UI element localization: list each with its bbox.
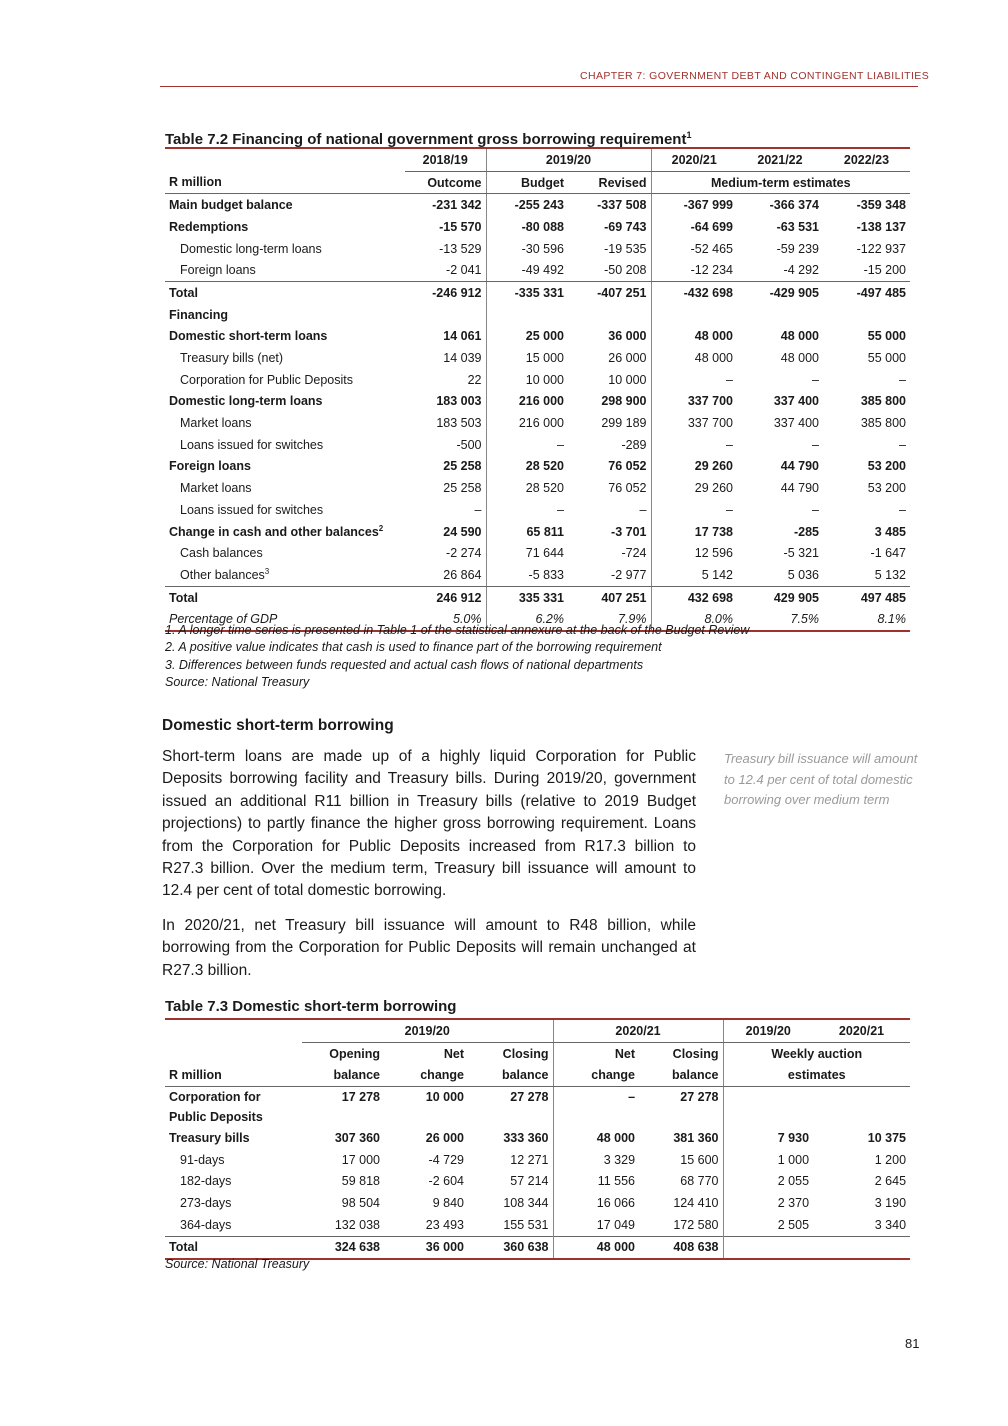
cell-value: 55 000 bbox=[867, 351, 906, 366]
cell-value: -407 251 bbox=[568, 282, 651, 304]
cell-value: 24 590 bbox=[443, 524, 482, 539]
row-label-text: Domestic short-term loans bbox=[169, 329, 328, 344]
closing-head-1: Closing bbox=[502, 1046, 549, 1061]
cell-value: -289 bbox=[621, 437, 647, 452]
cell-value: -30 596 bbox=[486, 238, 568, 260]
cell-value: -497 485 bbox=[823, 282, 910, 304]
opening-head-1: Opening bbox=[329, 1046, 380, 1061]
row-label bbox=[165, 216, 405, 238]
cell-value: -63 531 bbox=[776, 219, 819, 234]
paragraph-2: In 2020/21, net Treasury bill issuance will amount to R48 billion, while borrowing from the Corporation for Public Deposits will remain unchanged at R27.3 billion. bbox=[162, 917, 696, 979]
group-2020-21: 2020/21 bbox=[553, 1019, 723, 1042]
closing2-head-2: balance bbox=[639, 1064, 723, 1086]
row-label-text: Market loans bbox=[180, 416, 252, 431]
table-row bbox=[165, 521, 910, 543]
net-head-1: Net bbox=[443, 1046, 464, 1061]
cell-value: -80 088 bbox=[486, 216, 568, 238]
group-weekly-2019-20: 2019/20 bbox=[723, 1019, 813, 1042]
cell-value: 299 189 bbox=[601, 416, 647, 431]
cell-value: 48 000 bbox=[651, 326, 737, 348]
table-7-3 bbox=[165, 1018, 910, 1260]
row-label: 273-days bbox=[180, 1195, 232, 1210]
row-label bbox=[165, 477, 405, 499]
cell-value: – bbox=[553, 1087, 639, 1128]
cell-value: 246 912 bbox=[405, 586, 486, 608]
weekly-head-1: Weekly auction bbox=[723, 1042, 910, 1064]
cell-value: -52 465 bbox=[651, 238, 737, 260]
cell-value: 385 800 bbox=[860, 416, 906, 431]
cell-value: 12 596 bbox=[651, 542, 737, 564]
cell-value: 44 790 bbox=[780, 481, 819, 496]
cell-value: -15 570 bbox=[439, 219, 482, 234]
unit-label: R million bbox=[165, 171, 405, 194]
year-col-4: 2021/22 bbox=[737, 148, 823, 171]
cell-value: – bbox=[899, 437, 906, 452]
row-label bbox=[165, 499, 405, 521]
cell-value: -359 348 bbox=[856, 198, 906, 213]
row-label-text: Loans issued for switches bbox=[180, 502, 324, 517]
row-label bbox=[165, 238, 405, 260]
cell-value: 3 190 bbox=[874, 1195, 907, 1210]
cell-value: 25 258 bbox=[443, 459, 482, 474]
cell-value: -337 508 bbox=[597, 198, 647, 213]
cell-value: -335 331 bbox=[486, 282, 568, 304]
row-label-text: Domestic long-term loans bbox=[180, 241, 322, 256]
cell-value: -49 492 bbox=[486, 259, 568, 281]
cell-value: 27 278 bbox=[680, 1090, 719, 1105]
cell-value: 17 000 bbox=[341, 1152, 380, 1167]
row-label bbox=[165, 282, 405, 304]
table-7-2-notes bbox=[165, 622, 749, 691]
cell-value: -285 bbox=[793, 524, 819, 539]
table-row bbox=[165, 499, 910, 521]
row-label bbox=[165, 456, 405, 478]
cell-value: -15 200 bbox=[823, 259, 910, 281]
cell-value: 48 000 bbox=[651, 347, 737, 369]
cell-value: 14 061 bbox=[443, 329, 482, 344]
cell-value: 98 504 bbox=[341, 1195, 380, 1210]
row-label bbox=[165, 542, 405, 564]
cell-value: 16 066 bbox=[553, 1192, 639, 1214]
row-label-text: Market loans bbox=[180, 481, 252, 496]
cell-value: 8.0% bbox=[651, 608, 737, 631]
row-label bbox=[165, 412, 405, 434]
cell-value: 5.0% bbox=[405, 608, 486, 631]
year-col-2: 2019/20 bbox=[486, 148, 651, 171]
row-label-text: Redemptions bbox=[169, 219, 249, 234]
cell-value: -724 bbox=[621, 546, 647, 561]
cell-value: -367 999 bbox=[651, 194, 737, 216]
row-label-text: Total bbox=[169, 590, 198, 605]
cell-value: 48 000 bbox=[780, 329, 819, 344]
cell-value: – bbox=[651, 434, 737, 456]
cell-value: 3 485 bbox=[874, 524, 906, 539]
header-rule bbox=[160, 86, 918, 87]
cell-value: 1 000 bbox=[723, 1149, 813, 1171]
table-row bbox=[165, 238, 910, 260]
section-heading: Domestic short-term borrowing bbox=[162, 717, 394, 734]
cell-value: 216 000 bbox=[486, 391, 568, 413]
cell-value: 6.2% bbox=[486, 608, 568, 631]
row-label bbox=[165, 194, 405, 216]
cell-value: 2 055 bbox=[723, 1170, 813, 1192]
cell-value: 324 638 bbox=[302, 1236, 384, 1259]
table-7-2-title-footnote: 1 bbox=[686, 130, 692, 140]
row-label bbox=[165, 434, 405, 456]
cell-value: 183 003 bbox=[436, 394, 482, 409]
table-7-2-title bbox=[165, 130, 691, 148]
budget-label: Budget bbox=[486, 171, 568, 194]
cell-value: 183 503 bbox=[436, 416, 482, 431]
cell-value: 17 278 bbox=[341, 1090, 380, 1105]
table-row bbox=[165, 1127, 910, 1149]
cell-value: -2 604 bbox=[428, 1174, 464, 1189]
year-col-5: 2022/23 bbox=[823, 148, 910, 171]
table-row bbox=[165, 1192, 910, 1214]
row-label-text: Change in cash and other balances bbox=[169, 525, 379, 540]
cell-value: 360 638 bbox=[468, 1236, 553, 1259]
table-7-2-title-text: Table 7.2 Financing of national government gross borrowing requirement bbox=[165, 131, 687, 148]
cell-value: 408 638 bbox=[639, 1236, 723, 1259]
row-label: 91-days bbox=[180, 1152, 225, 1167]
cell-value bbox=[723, 1087, 813, 1128]
cell-value: 15 000 bbox=[486, 347, 568, 369]
table-row bbox=[165, 586, 910, 608]
table-7-3-body bbox=[165, 1087, 910, 1260]
cell-value: 59 818 bbox=[341, 1174, 380, 1189]
table-7-2-year-row bbox=[165, 148, 910, 171]
cell-value: 36 000 bbox=[608, 329, 647, 344]
margin-note: Treasury bill issuance will amount to 12.4 per cent of total domestic borrowing over medium term bbox=[724, 751, 918, 807]
cell-value bbox=[813, 1236, 910, 1259]
cell-value: 2 645 bbox=[874, 1174, 907, 1189]
note-source: Source: National Treasury bbox=[165, 674, 310, 689]
cell-value: 337 700 bbox=[651, 391, 737, 413]
cell-value: 15 600 bbox=[680, 1152, 719, 1167]
table-row bbox=[165, 1214, 910, 1236]
cell-value: 7.5% bbox=[737, 608, 823, 631]
cell-value: -231 342 bbox=[432, 198, 482, 213]
cell-value: 71 644 bbox=[486, 542, 568, 564]
row-label: Total bbox=[165, 1236, 302, 1259]
cell-value: 26 000 bbox=[425, 1130, 464, 1145]
cell-value: -3 701 bbox=[611, 524, 647, 539]
cell-value: – bbox=[486, 434, 568, 456]
row-label: 364-days bbox=[180, 1217, 232, 1232]
group-2019-20: 2019/20 bbox=[302, 1019, 553, 1042]
table-7-3-head-row-2 bbox=[165, 1064, 910, 1086]
weekly-head-2: estimates bbox=[723, 1064, 910, 1086]
row-label bbox=[165, 586, 405, 608]
mtef-label: Medium-term estimates bbox=[651, 171, 910, 194]
cell-value: 14 039 bbox=[443, 351, 482, 366]
cell-value: 36 000 bbox=[384, 1236, 468, 1259]
cell-value: 17 738 bbox=[651, 521, 737, 543]
cell-value: 10 000 bbox=[425, 1090, 464, 1105]
table-row bbox=[165, 1170, 910, 1192]
cell-value: 26 000 bbox=[608, 351, 647, 366]
net2-head-2: change bbox=[553, 1064, 639, 1086]
cell-value: 9 840 bbox=[432, 1195, 464, 1210]
cell-value: 10 000 bbox=[608, 372, 647, 387]
row-label-text: Corporation for Public Deposits bbox=[180, 372, 353, 387]
cell-value: -255 243 bbox=[486, 194, 568, 216]
cell-value: – bbox=[639, 502, 647, 517]
cell-value: 48 000 bbox=[553, 1127, 639, 1149]
cell-value: -2 274 bbox=[446, 546, 482, 561]
cell-value: 55 000 bbox=[867, 329, 906, 344]
row-label bbox=[165, 347, 405, 369]
chapter-header: CHAPTER 7: GOVERNMENT DEBT AND CONTINGENT LIABILITIES bbox=[580, 70, 930, 82]
cell-value: 108 344 bbox=[503, 1195, 549, 1210]
cell-value: 25 258 bbox=[443, 481, 482, 496]
cell-value: – bbox=[651, 369, 737, 391]
cell-value: 76 052 bbox=[608, 459, 647, 474]
note-2: 2. A positive value indicates that cash is used to finance part of the borrowing requirement bbox=[165, 640, 662, 655]
cell-value: -1 647 bbox=[870, 546, 906, 561]
table-7-2-body bbox=[165, 194, 910, 631]
row-label-line-2: Public Deposits bbox=[169, 1110, 263, 1125]
cell-value: -138 137 bbox=[856, 219, 906, 234]
table-row bbox=[165, 1236, 910, 1259]
cell-value: – bbox=[651, 499, 737, 521]
cell-value: 432 698 bbox=[651, 586, 737, 608]
table-row bbox=[165, 259, 910, 281]
cell-value: 27 278 bbox=[510, 1090, 549, 1105]
table-row bbox=[165, 391, 910, 413]
row-label-text: Cash balances bbox=[180, 546, 263, 561]
cell-value bbox=[405, 304, 486, 326]
cell-value: -19 535 bbox=[604, 241, 647, 256]
cell-value: 29 260 bbox=[651, 477, 737, 499]
cell-value: 155 531 bbox=[503, 1217, 549, 1232]
note-3: 3. Differences between funds requested and actual cash flows of national departments bbox=[165, 657, 644, 672]
cell-value: -2 977 bbox=[568, 564, 651, 586]
table-7-3-source: Source: National Treasury bbox=[165, 1257, 310, 1271]
cell-value: -429 905 bbox=[737, 282, 823, 304]
table-row bbox=[165, 282, 910, 304]
cell-value: 48 000 bbox=[780, 351, 819, 366]
closing-head-2: balance bbox=[468, 1064, 553, 1086]
cell-value: 26 864 bbox=[405, 564, 486, 586]
group-weekly-2020-21: 2020/21 bbox=[813, 1019, 910, 1042]
cell-value: -13 529 bbox=[439, 241, 482, 256]
cell-value: 53 200 bbox=[867, 481, 906, 496]
row-label bbox=[165, 259, 405, 281]
row-label-text: Treasury bills (net) bbox=[180, 351, 284, 366]
cell-value: -2 041 bbox=[405, 259, 486, 281]
cell-value: -59 239 bbox=[776, 241, 819, 256]
cell-value: -69 743 bbox=[604, 219, 647, 234]
net2-head-1: Net bbox=[553, 1042, 639, 1064]
table-row bbox=[165, 304, 910, 326]
row-label bbox=[165, 521, 405, 543]
cell-value: 25 000 bbox=[486, 326, 568, 348]
cell-value: 337 400 bbox=[773, 394, 819, 409]
cell-value: -5 321 bbox=[783, 546, 819, 561]
cell-value: 216 000 bbox=[486, 412, 568, 434]
table-row bbox=[165, 326, 910, 348]
cell-value: 44 790 bbox=[780, 459, 819, 474]
row-label-line-1: Corporation for bbox=[169, 1090, 261, 1105]
table-row bbox=[165, 1087, 910, 1128]
revised-label: Revised bbox=[568, 171, 651, 194]
cell-value: – bbox=[474, 502, 482, 517]
cell-value bbox=[486, 304, 568, 326]
row-footnote: 2 bbox=[378, 523, 384, 533]
row-label-text: Other balances bbox=[180, 568, 265, 583]
cell-value: -4 729 bbox=[428, 1152, 464, 1167]
closing2-head-1: Closing bbox=[672, 1046, 719, 1061]
cell-value: -122 937 bbox=[856, 241, 906, 256]
cell-value: 132 038 bbox=[334, 1217, 380, 1232]
cell-value: 10 375 bbox=[867, 1130, 907, 1145]
table-row bbox=[165, 1149, 910, 1171]
cell-value bbox=[813, 1087, 910, 1128]
cell-value: -500 bbox=[456, 437, 482, 452]
cell-value: 3 340 bbox=[874, 1217, 907, 1232]
cell-value: 28 520 bbox=[486, 456, 568, 478]
cell-value: -432 698 bbox=[651, 282, 737, 304]
table-7-3-head-row-1 bbox=[165, 1042, 910, 1064]
table-row bbox=[165, 564, 910, 586]
row-label-text: Main budget balance bbox=[169, 198, 293, 213]
cell-value bbox=[737, 304, 823, 326]
cell-value: 5 142 bbox=[651, 564, 737, 586]
cell-value: 57 214 bbox=[510, 1174, 549, 1189]
year-col-1: 2018/19 bbox=[405, 148, 486, 171]
table-row bbox=[165, 456, 910, 478]
table-row bbox=[165, 412, 910, 434]
table-row bbox=[165, 434, 910, 456]
cell-value: -12 234 bbox=[651, 259, 737, 281]
table-row bbox=[165, 477, 910, 499]
year-col-3: 2020/21 bbox=[651, 148, 737, 171]
cell-value: 1 200 bbox=[874, 1152, 907, 1167]
cell-value: 333 360 bbox=[503, 1130, 549, 1145]
cell-value: -4 292 bbox=[737, 259, 823, 281]
cell-value: 407 251 bbox=[568, 586, 651, 608]
cell-value: 7.9% bbox=[568, 608, 651, 631]
cell-value: 29 260 bbox=[651, 456, 737, 478]
cell-value: 5 132 bbox=[823, 564, 910, 586]
cell-value: 76 052 bbox=[608, 481, 647, 496]
row-label bbox=[165, 326, 405, 348]
table-7-3-title: Table 7.3 Domestic short-term borrowing bbox=[165, 998, 457, 1015]
cell-value: 68 770 bbox=[680, 1174, 719, 1189]
cell-value: 12 271 bbox=[510, 1152, 549, 1167]
row-label: Treasury bills bbox=[169, 1130, 250, 1145]
cell-value: 337 700 bbox=[651, 412, 737, 434]
cell-value: 7 930 bbox=[723, 1127, 813, 1149]
outcome-label: Outcome bbox=[405, 171, 486, 194]
table-row bbox=[165, 347, 910, 369]
cell-value: -5 833 bbox=[486, 564, 568, 586]
table-row bbox=[165, 216, 910, 238]
cell-value: 3 329 bbox=[553, 1149, 639, 1171]
opening-head-2: balance bbox=[302, 1064, 384, 1086]
page-number: 81 bbox=[905, 1336, 920, 1351]
cell-value: 48 000 bbox=[553, 1236, 639, 1259]
cell-value bbox=[823, 304, 910, 326]
paragraph-1: Short-term loans are made up of a highly liquid Corporation for Public Deposits borrowing facility and Treasury bills. During 2019/20, government issued an additional R11 billion in Treasury bills (relative to 2019 Budget projections) to partly finance the higher gross borrowing requirement. Loans from the Corporation for Public Deposits increased from R17.3 billion to R27.3 billion. Over the medium term, Treasury bill issuance will amount to 12.4 per cent of total domestic borrowing. bbox=[162, 748, 696, 900]
row-label-text: Loans issued for switches bbox=[180, 437, 324, 452]
table-7-3-group-row bbox=[165, 1019, 910, 1042]
cell-value: 124 410 bbox=[673, 1195, 719, 1210]
cell-value: 28 520 bbox=[486, 477, 568, 499]
row-label-text: Domestic long-term loans bbox=[169, 394, 323, 409]
cell-value: 307 360 bbox=[334, 1130, 380, 1145]
cell-value bbox=[568, 304, 651, 326]
table-row bbox=[165, 369, 910, 391]
note-1: 1. A longer time series is presented in Table 1 of the statistical annexure at the back of the Budget Review bbox=[165, 623, 750, 637]
cell-value: 53 200 bbox=[867, 459, 906, 474]
cell-value: 11 556 bbox=[553, 1170, 639, 1192]
cell-value: 23 493 bbox=[425, 1217, 464, 1232]
row-label bbox=[165, 369, 405, 391]
cell-value: – bbox=[812, 437, 819, 452]
table-row bbox=[165, 542, 910, 564]
cell-value: 385 800 bbox=[860, 394, 906, 409]
unit-label-2: R million bbox=[165, 1064, 302, 1086]
table-row bbox=[165, 194, 910, 216]
cell-value: 497 485 bbox=[823, 586, 910, 608]
cell-value: – bbox=[486, 499, 568, 521]
cell-value: 65 811 bbox=[486, 521, 568, 543]
table-7-2-subhead-row bbox=[165, 171, 910, 194]
cell-value: -366 374 bbox=[769, 198, 819, 213]
cell-value: 381 360 bbox=[673, 1130, 719, 1145]
cell-value: 22 bbox=[467, 372, 482, 387]
row-label-text: Foreign loans bbox=[169, 459, 251, 474]
cell-value: 2 370 bbox=[723, 1192, 813, 1214]
cell-value: – bbox=[899, 502, 906, 517]
cell-value: 337 400 bbox=[773, 416, 819, 431]
cell-value: 2 505 bbox=[723, 1214, 813, 1236]
row-label bbox=[165, 1087, 302, 1128]
cell-value: 8.1% bbox=[823, 608, 910, 631]
cell-value: 10 000 bbox=[486, 369, 568, 391]
row-label: 182-days bbox=[180, 1174, 232, 1189]
cell-value: 5 036 bbox=[737, 564, 823, 586]
cell-value: -64 699 bbox=[651, 216, 737, 238]
cell-value: -246 912 bbox=[405, 282, 486, 304]
row-label-text: Total bbox=[169, 285, 198, 300]
cell-value bbox=[723, 1236, 813, 1259]
cell-value: 298 900 bbox=[601, 394, 647, 409]
cell-value: 172 580 bbox=[673, 1217, 719, 1232]
cell-value: 335 331 bbox=[486, 586, 568, 608]
row-label-text: Financing bbox=[169, 307, 229, 322]
table-7-2 bbox=[165, 147, 910, 632]
row-label-text: Percentage of GDP bbox=[169, 612, 278, 627]
cell-value: – bbox=[812, 372, 819, 387]
cell-value bbox=[651, 304, 737, 326]
row-label bbox=[165, 304, 405, 326]
cell-value: – bbox=[899, 372, 906, 387]
net-head-2: change bbox=[384, 1064, 468, 1086]
cell-value: 429 905 bbox=[737, 586, 823, 608]
row-label bbox=[165, 391, 405, 413]
row-label-text: Foreign loans bbox=[180, 263, 256, 278]
row-label bbox=[165, 564, 405, 586]
cell-value: -50 208 bbox=[568, 259, 651, 281]
cell-value: – bbox=[812, 502, 819, 517]
cell-value: 17 049 bbox=[553, 1214, 639, 1236]
row-footnote: 3 bbox=[264, 567, 270, 577]
